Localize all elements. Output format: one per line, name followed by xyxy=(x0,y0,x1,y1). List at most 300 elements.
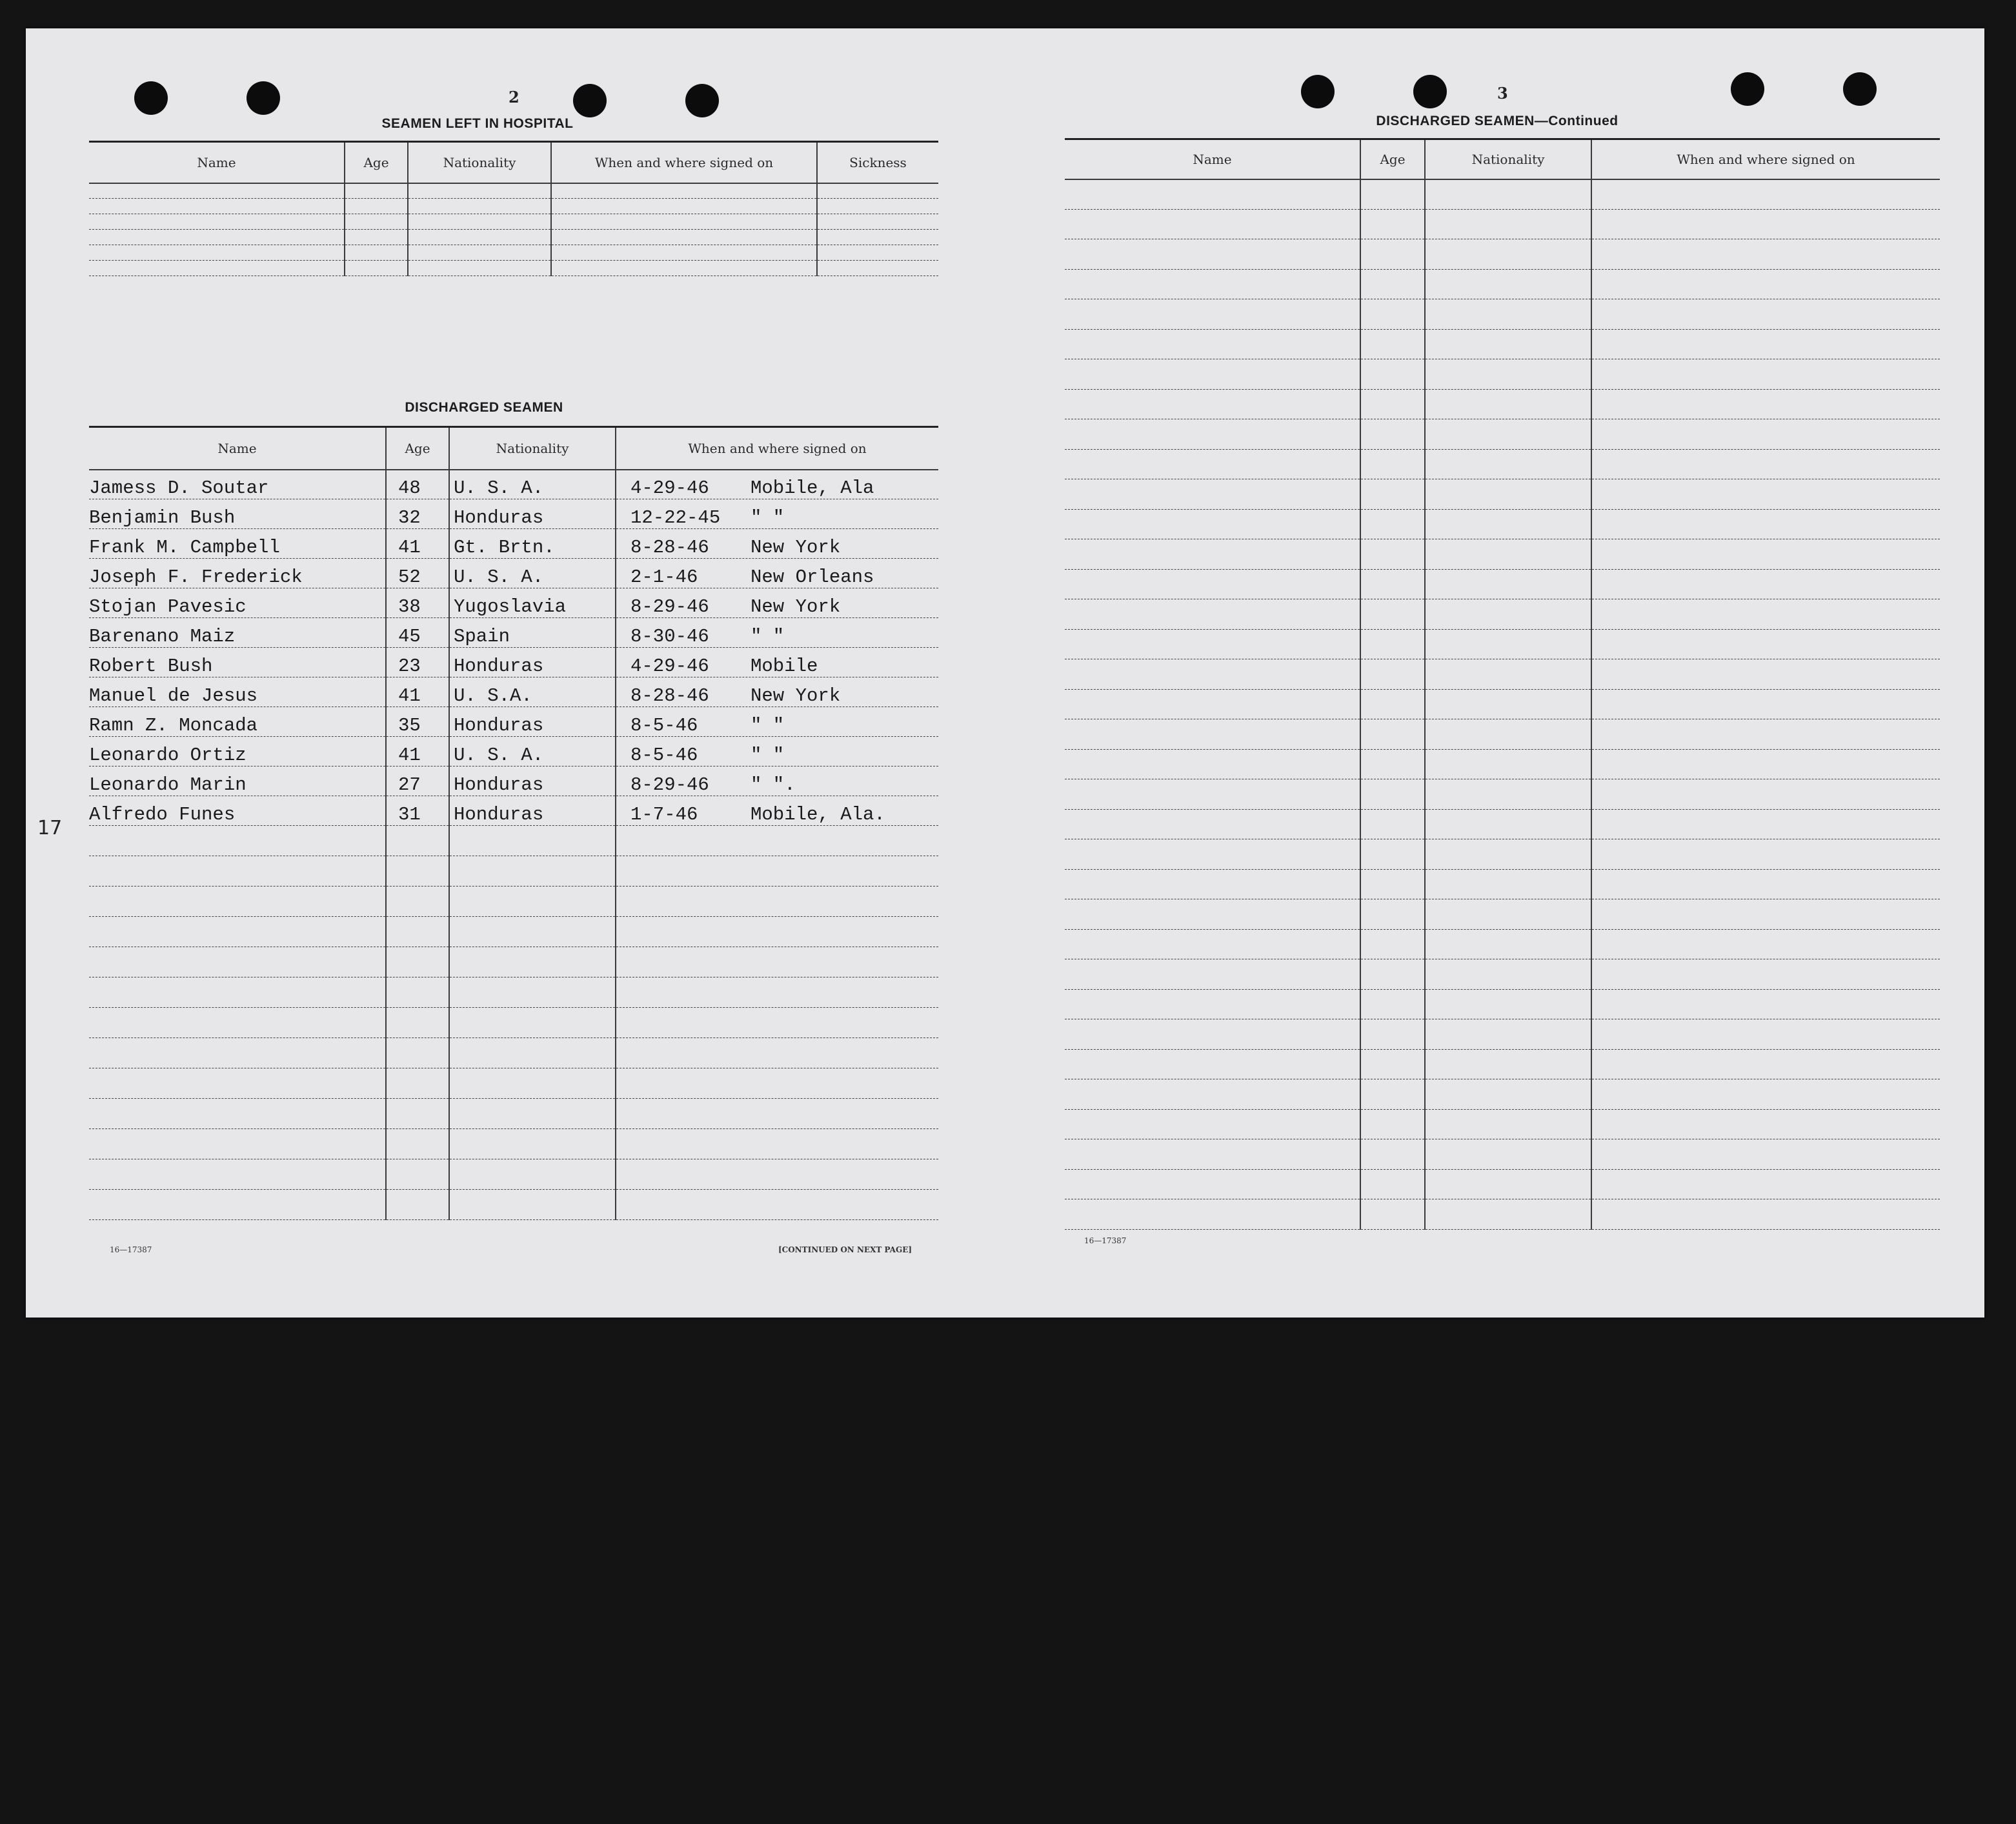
blank-cell xyxy=(551,261,817,276)
blank-cell xyxy=(1065,1139,1360,1170)
blank-row xyxy=(1065,899,1940,930)
blank-cell xyxy=(817,214,938,230)
blank-cell xyxy=(1360,299,1425,330)
blank-cell xyxy=(1360,749,1425,779)
blank-cell xyxy=(1360,329,1425,359)
blank-cell xyxy=(551,199,817,214)
blank-row xyxy=(89,887,938,917)
blank-row xyxy=(89,1008,938,1038)
blank-cell xyxy=(1360,719,1425,750)
blank-cell xyxy=(1360,959,1425,990)
blank-cell xyxy=(817,230,938,245)
seaman-signed-on xyxy=(616,677,938,707)
blank-row xyxy=(1065,989,1940,1019)
blank-cell xyxy=(616,977,938,1008)
blank-cell xyxy=(449,1008,616,1038)
seaman-name: Jamess D. Soutar xyxy=(89,470,386,499)
hospital-blank-row xyxy=(89,199,938,214)
blank-cell xyxy=(616,1038,938,1068)
blank-cell xyxy=(1425,809,1591,839)
blank-cell xyxy=(1425,659,1591,690)
blank-cell xyxy=(1591,479,1940,510)
blank-cell xyxy=(1065,329,1360,359)
seaman-row xyxy=(89,529,938,559)
blank-cell xyxy=(386,947,449,977)
punch-hole xyxy=(1301,75,1335,108)
blank-row xyxy=(1065,239,1940,270)
blank-cell xyxy=(1065,1019,1360,1050)
blank-cell xyxy=(1425,299,1591,330)
blank-cell xyxy=(616,947,938,977)
blank-cell xyxy=(1360,839,1425,870)
blank-cell xyxy=(1591,329,1940,359)
blank-row xyxy=(89,1068,938,1099)
seaman-age: 41 xyxy=(386,737,449,767)
blank-cell xyxy=(1360,239,1425,270)
blank-cell xyxy=(386,1068,449,1099)
blank-cell xyxy=(1065,449,1360,479)
blank-cell xyxy=(1065,389,1360,419)
blank-cell xyxy=(89,1068,386,1099)
punch-hole xyxy=(134,81,168,115)
blank-cell xyxy=(89,856,386,887)
blank-row xyxy=(1065,1199,1940,1230)
blank-cell xyxy=(1360,1049,1425,1079)
seaman-name: Stojan Pavesic xyxy=(89,588,386,618)
blank-cell xyxy=(386,1190,449,1220)
blank-cell xyxy=(345,261,408,276)
blank-cell xyxy=(449,856,616,887)
blank-cell xyxy=(345,245,408,261)
blank-cell xyxy=(1425,479,1591,510)
signed-on-place: " ". xyxy=(751,774,796,796)
continued-header-name: Name xyxy=(1065,139,1360,179)
blank-cell xyxy=(449,947,616,977)
blank-cell xyxy=(1591,749,1940,779)
blank-cell xyxy=(1065,899,1360,930)
blank-cell xyxy=(1360,1169,1425,1199)
blank-cell xyxy=(386,1008,449,1038)
blank-cell xyxy=(408,183,551,199)
signed-on-date: 8-29-46 xyxy=(630,774,709,796)
blank-cell xyxy=(1360,389,1425,419)
blank-cell xyxy=(408,230,551,245)
signed-on-place: New York xyxy=(751,596,841,617)
blank-cell xyxy=(616,1190,938,1220)
blank-row xyxy=(89,1038,938,1068)
document-sheet xyxy=(26,28,1984,1318)
hospital-header-age: Age xyxy=(345,142,408,183)
blank-cell xyxy=(1425,899,1591,930)
blank-cell xyxy=(1425,719,1591,750)
blank-cell xyxy=(1591,359,1940,390)
blank-row xyxy=(1065,929,1940,959)
discharged-continued-table xyxy=(1065,138,1940,1230)
blank-row xyxy=(1065,1079,1940,1110)
seaman-nationality: Spain xyxy=(449,618,616,648)
blank-cell xyxy=(89,1099,386,1129)
blank-cell xyxy=(616,917,938,947)
blank-cell xyxy=(1360,1079,1425,1110)
seaman-row xyxy=(89,499,938,529)
blank-cell xyxy=(551,230,817,245)
seaman-name: Robert Bush xyxy=(89,648,386,677)
seaman-age: 32 xyxy=(386,499,449,529)
signed-on-place: New York xyxy=(751,685,841,707)
blank-row xyxy=(1065,959,1940,990)
signed-on-place: New Orleans xyxy=(751,566,874,588)
blank-cell xyxy=(616,1008,938,1038)
blank-cell xyxy=(1065,419,1360,450)
blank-row xyxy=(89,1129,938,1159)
discharged-header-nationality: Nationality xyxy=(449,427,616,470)
blank-cell xyxy=(386,917,449,947)
blank-cell xyxy=(1425,929,1591,959)
blank-row xyxy=(1065,1139,1940,1170)
blank-cell xyxy=(1360,509,1425,539)
blank-cell xyxy=(1591,419,1940,450)
hospital-blank-row xyxy=(89,183,938,199)
blank-row xyxy=(1065,689,1940,719)
blank-row xyxy=(1065,359,1940,390)
blank-cell xyxy=(1360,629,1425,659)
seaman-name: Leonardo Ortiz xyxy=(89,737,386,767)
blank-cell xyxy=(1591,239,1940,270)
seaman-nationality: Gt. Brtn. xyxy=(449,529,616,559)
blank-row xyxy=(1065,329,1940,359)
hospital-blank-row xyxy=(89,214,938,230)
signed-on-date: 1-7-46 xyxy=(630,804,698,825)
seaman-row xyxy=(89,470,938,499)
blank-cell xyxy=(408,245,551,261)
signed-on-place: " " xyxy=(751,507,785,528)
blank-cell xyxy=(1425,209,1591,239)
seaman-age: 45 xyxy=(386,618,449,648)
blank-cell xyxy=(1360,1199,1425,1230)
blank-cell xyxy=(1065,779,1360,810)
seaman-age: 48 xyxy=(386,470,449,499)
blank-cell xyxy=(1065,179,1360,210)
blank-cell xyxy=(551,245,817,261)
blank-cell xyxy=(1591,1109,1940,1139)
blank-row xyxy=(1065,659,1940,690)
blank-cell xyxy=(1065,839,1360,870)
hospital-blank-row xyxy=(89,261,938,276)
blank-cell xyxy=(89,1159,386,1190)
blank-cell xyxy=(1425,1019,1591,1050)
margin-tally-mark: 17 xyxy=(37,817,63,839)
hospital-header-name: Name xyxy=(89,142,345,183)
blank-cell xyxy=(1360,179,1425,210)
blank-cell xyxy=(551,214,817,230)
seaman-nationality: U. S. A. xyxy=(449,559,616,588)
seaman-age: 41 xyxy=(386,529,449,559)
blank-row xyxy=(1065,719,1940,750)
signed-on-date: 4-29-46 xyxy=(630,477,709,499)
blank-cell xyxy=(386,1099,449,1129)
hospital-header-nationality: Nationality xyxy=(408,142,551,183)
discharged-header-name: Name xyxy=(89,427,386,470)
seaman-nationality: U. S.A. xyxy=(449,677,616,707)
blank-cell xyxy=(616,1068,938,1099)
blank-cell xyxy=(1065,749,1360,779)
continued-header-age: Age xyxy=(1360,139,1425,179)
blank-cell xyxy=(408,261,551,276)
blank-cell xyxy=(1360,419,1425,450)
blank-cell xyxy=(1425,1109,1591,1139)
blank-cell xyxy=(449,826,616,856)
blank-row xyxy=(1065,1019,1940,1050)
blank-cell xyxy=(449,1038,616,1068)
blank-cell xyxy=(1425,1199,1591,1230)
blank-cell xyxy=(1360,449,1425,479)
blank-cell xyxy=(1360,929,1425,959)
seaman-nationality: Honduras xyxy=(449,767,616,796)
blank-row xyxy=(1065,569,1940,599)
punch-hole xyxy=(1413,75,1447,108)
blank-cell xyxy=(1065,989,1360,1019)
blank-cell xyxy=(1360,659,1425,690)
seaman-row xyxy=(89,767,938,796)
blank-cell xyxy=(1360,989,1425,1019)
blank-cell xyxy=(551,183,817,199)
blank-cell xyxy=(1425,779,1591,810)
blank-cell xyxy=(1065,1109,1360,1139)
signed-on-place: Mobile, Ala xyxy=(751,477,874,499)
seaman-name: Joseph F. Frederick xyxy=(89,559,386,588)
seaman-age: 41 xyxy=(386,677,449,707)
blank-cell xyxy=(1065,869,1360,899)
blank-cell xyxy=(1591,929,1940,959)
signed-on-date: 8-29-46 xyxy=(630,596,709,617)
blank-row xyxy=(89,1099,938,1129)
seaman-signed-on xyxy=(616,559,938,588)
blank-cell xyxy=(1065,1079,1360,1110)
blank-cell xyxy=(1591,1139,1940,1170)
punch-hole xyxy=(573,84,607,117)
seaman-signed-on xyxy=(616,499,938,529)
blank-cell xyxy=(1591,299,1940,330)
blank-cell xyxy=(1591,179,1940,210)
continued-header-nationality: Nationality xyxy=(1425,139,1591,179)
blank-row xyxy=(89,826,938,856)
seaman-signed-on xyxy=(616,470,938,499)
blank-cell xyxy=(1591,1019,1940,1050)
seaman-row xyxy=(89,707,938,737)
blank-cell xyxy=(1591,449,1940,479)
blank-cell xyxy=(89,1190,386,1220)
seaman-age: 23 xyxy=(386,648,449,677)
blank-row xyxy=(1065,449,1940,479)
blank-cell xyxy=(1360,869,1425,899)
seaman-name: Manuel de Jesus xyxy=(89,677,386,707)
signed-on-date: 4-29-46 xyxy=(630,656,709,677)
blank-cell xyxy=(616,856,938,887)
seaman-nationality: Honduras xyxy=(449,707,616,737)
seaman-signed-on xyxy=(616,767,938,796)
blank-cell xyxy=(89,977,386,1008)
signed-on-date: 8-5-46 xyxy=(630,745,698,766)
blank-cell xyxy=(1425,569,1591,599)
blank-row xyxy=(1065,749,1940,779)
blank-cell xyxy=(1591,809,1940,839)
blank-cell xyxy=(1425,1169,1591,1199)
blank-row xyxy=(1065,1169,1940,1199)
blank-cell xyxy=(1065,719,1360,750)
punch-hole xyxy=(1731,72,1764,106)
blank-cell xyxy=(817,183,938,199)
blank-cell xyxy=(89,887,386,917)
blank-row xyxy=(89,947,938,977)
seaman-name: Ramn Z. Moncada xyxy=(89,707,386,737)
seaman-nationality: U. S. A. xyxy=(449,737,616,767)
blank-row xyxy=(1065,269,1940,299)
blank-cell xyxy=(1065,689,1360,719)
seaman-row xyxy=(89,796,938,826)
blank-cell xyxy=(449,1190,616,1220)
blank-row xyxy=(1065,389,1940,419)
blank-cell xyxy=(1591,629,1940,659)
blank-cell xyxy=(1425,239,1591,270)
blank-row xyxy=(1065,299,1940,330)
blank-cell xyxy=(1065,539,1360,570)
blank-cell xyxy=(1065,929,1360,959)
blank-cell xyxy=(1425,1049,1591,1079)
blank-cell xyxy=(1425,629,1591,659)
blank-cell xyxy=(1425,959,1591,990)
blank-cell xyxy=(1360,269,1425,299)
signed-on-date: 8-30-46 xyxy=(630,626,709,647)
seaman-age: 27 xyxy=(386,767,449,796)
seaman-signed-on xyxy=(616,588,938,618)
blank-row xyxy=(89,917,938,947)
hospital-header-signed-on: When and where signed on xyxy=(551,142,817,183)
blank-cell xyxy=(449,917,616,947)
blank-cell xyxy=(817,261,938,276)
blank-cell xyxy=(616,1159,938,1190)
blank-row xyxy=(89,1159,938,1190)
blank-row xyxy=(1065,1109,1940,1139)
blank-cell xyxy=(1591,1169,1940,1199)
blank-cell xyxy=(1425,1139,1591,1170)
seaman-nationality: Yugoslavia xyxy=(449,588,616,618)
blank-cell xyxy=(1591,389,1940,419)
blank-cell xyxy=(616,887,938,917)
seaman-name: Frank M. Campbell xyxy=(89,529,386,559)
blank-cell xyxy=(1360,479,1425,510)
seaman-row xyxy=(89,648,938,677)
blank-cell xyxy=(386,1159,449,1190)
blank-cell xyxy=(89,1038,386,1068)
blank-cell xyxy=(1065,1199,1360,1230)
signed-on-date: 2-1-46 xyxy=(630,566,698,588)
hospital-section-title: SEAMEN LEFT IN HOSPITAL xyxy=(381,116,574,131)
seaman-row xyxy=(89,618,938,648)
blank-cell xyxy=(386,977,449,1008)
blank-cell xyxy=(1065,629,1360,659)
blank-cell xyxy=(1065,569,1360,599)
blank-cell xyxy=(89,214,345,230)
blank-cell xyxy=(1065,659,1360,690)
blank-cell xyxy=(345,183,408,199)
blank-cell xyxy=(1425,539,1591,570)
seaman-nationality: U. S. A. xyxy=(449,470,616,499)
blank-cell xyxy=(1360,569,1425,599)
blank-cell xyxy=(1360,689,1425,719)
blank-row xyxy=(1065,779,1940,810)
blank-cell xyxy=(1591,959,1940,990)
seaman-nationality: Honduras xyxy=(449,648,616,677)
blank-cell xyxy=(1425,179,1591,210)
punch-hole xyxy=(247,81,280,115)
blank-row xyxy=(89,977,938,1008)
blank-cell xyxy=(1591,269,1940,299)
blank-cell xyxy=(1065,359,1360,390)
blank-cell xyxy=(1360,209,1425,239)
seaman-row xyxy=(89,559,938,588)
blank-cell xyxy=(449,1099,616,1129)
seaman-signed-on xyxy=(616,529,938,559)
blank-cell xyxy=(449,887,616,917)
blank-cell xyxy=(1425,359,1591,390)
blank-cell xyxy=(1591,839,1940,870)
blank-cell xyxy=(1360,359,1425,390)
seaman-row xyxy=(89,677,938,707)
blank-cell xyxy=(345,214,408,230)
signed-on-place: Mobile xyxy=(751,656,818,677)
seaman-age: 31 xyxy=(386,796,449,826)
seaman-signed-on xyxy=(616,618,938,648)
blank-cell xyxy=(1591,779,1940,810)
blank-cell xyxy=(1591,719,1940,750)
blank-cell xyxy=(1425,689,1591,719)
blank-row xyxy=(89,1190,938,1220)
blank-cell xyxy=(1065,599,1360,630)
blank-cell xyxy=(1425,419,1591,450)
signed-on-place: New York xyxy=(751,537,841,558)
blank-cell xyxy=(1425,509,1591,539)
page-number-right: 3 xyxy=(1497,84,1508,103)
signed-on-date: 8-28-46 xyxy=(630,685,709,707)
blank-cell xyxy=(386,826,449,856)
blank-cell xyxy=(1065,809,1360,839)
blank-cell xyxy=(1591,569,1940,599)
continued-note: [CONTINUED ON NEXT PAGE] xyxy=(778,1245,912,1254)
blank-cell xyxy=(1065,299,1360,330)
blank-row xyxy=(1065,809,1940,839)
blank-cell xyxy=(616,1099,938,1129)
seaman-nationality: Honduras xyxy=(449,796,616,826)
blank-row xyxy=(1065,629,1940,659)
blank-cell xyxy=(1360,1109,1425,1139)
blank-cell xyxy=(1065,509,1360,539)
blank-row xyxy=(1065,539,1940,570)
blank-cell xyxy=(386,1038,449,1068)
blank-cell xyxy=(408,199,551,214)
blank-cell xyxy=(345,230,408,245)
blank-cell xyxy=(89,917,386,947)
blank-cell xyxy=(1591,209,1940,239)
hospital-header-sickness: Sickness xyxy=(817,142,938,183)
blank-row xyxy=(1065,509,1940,539)
blank-cell xyxy=(1425,839,1591,870)
signed-on-place: " " xyxy=(751,626,785,647)
signed-on-date: 12-22-45 xyxy=(630,507,721,528)
blank-cell xyxy=(1591,539,1940,570)
blank-cell xyxy=(1591,689,1940,719)
seaman-row xyxy=(89,588,938,618)
blank-cell xyxy=(1065,479,1360,510)
